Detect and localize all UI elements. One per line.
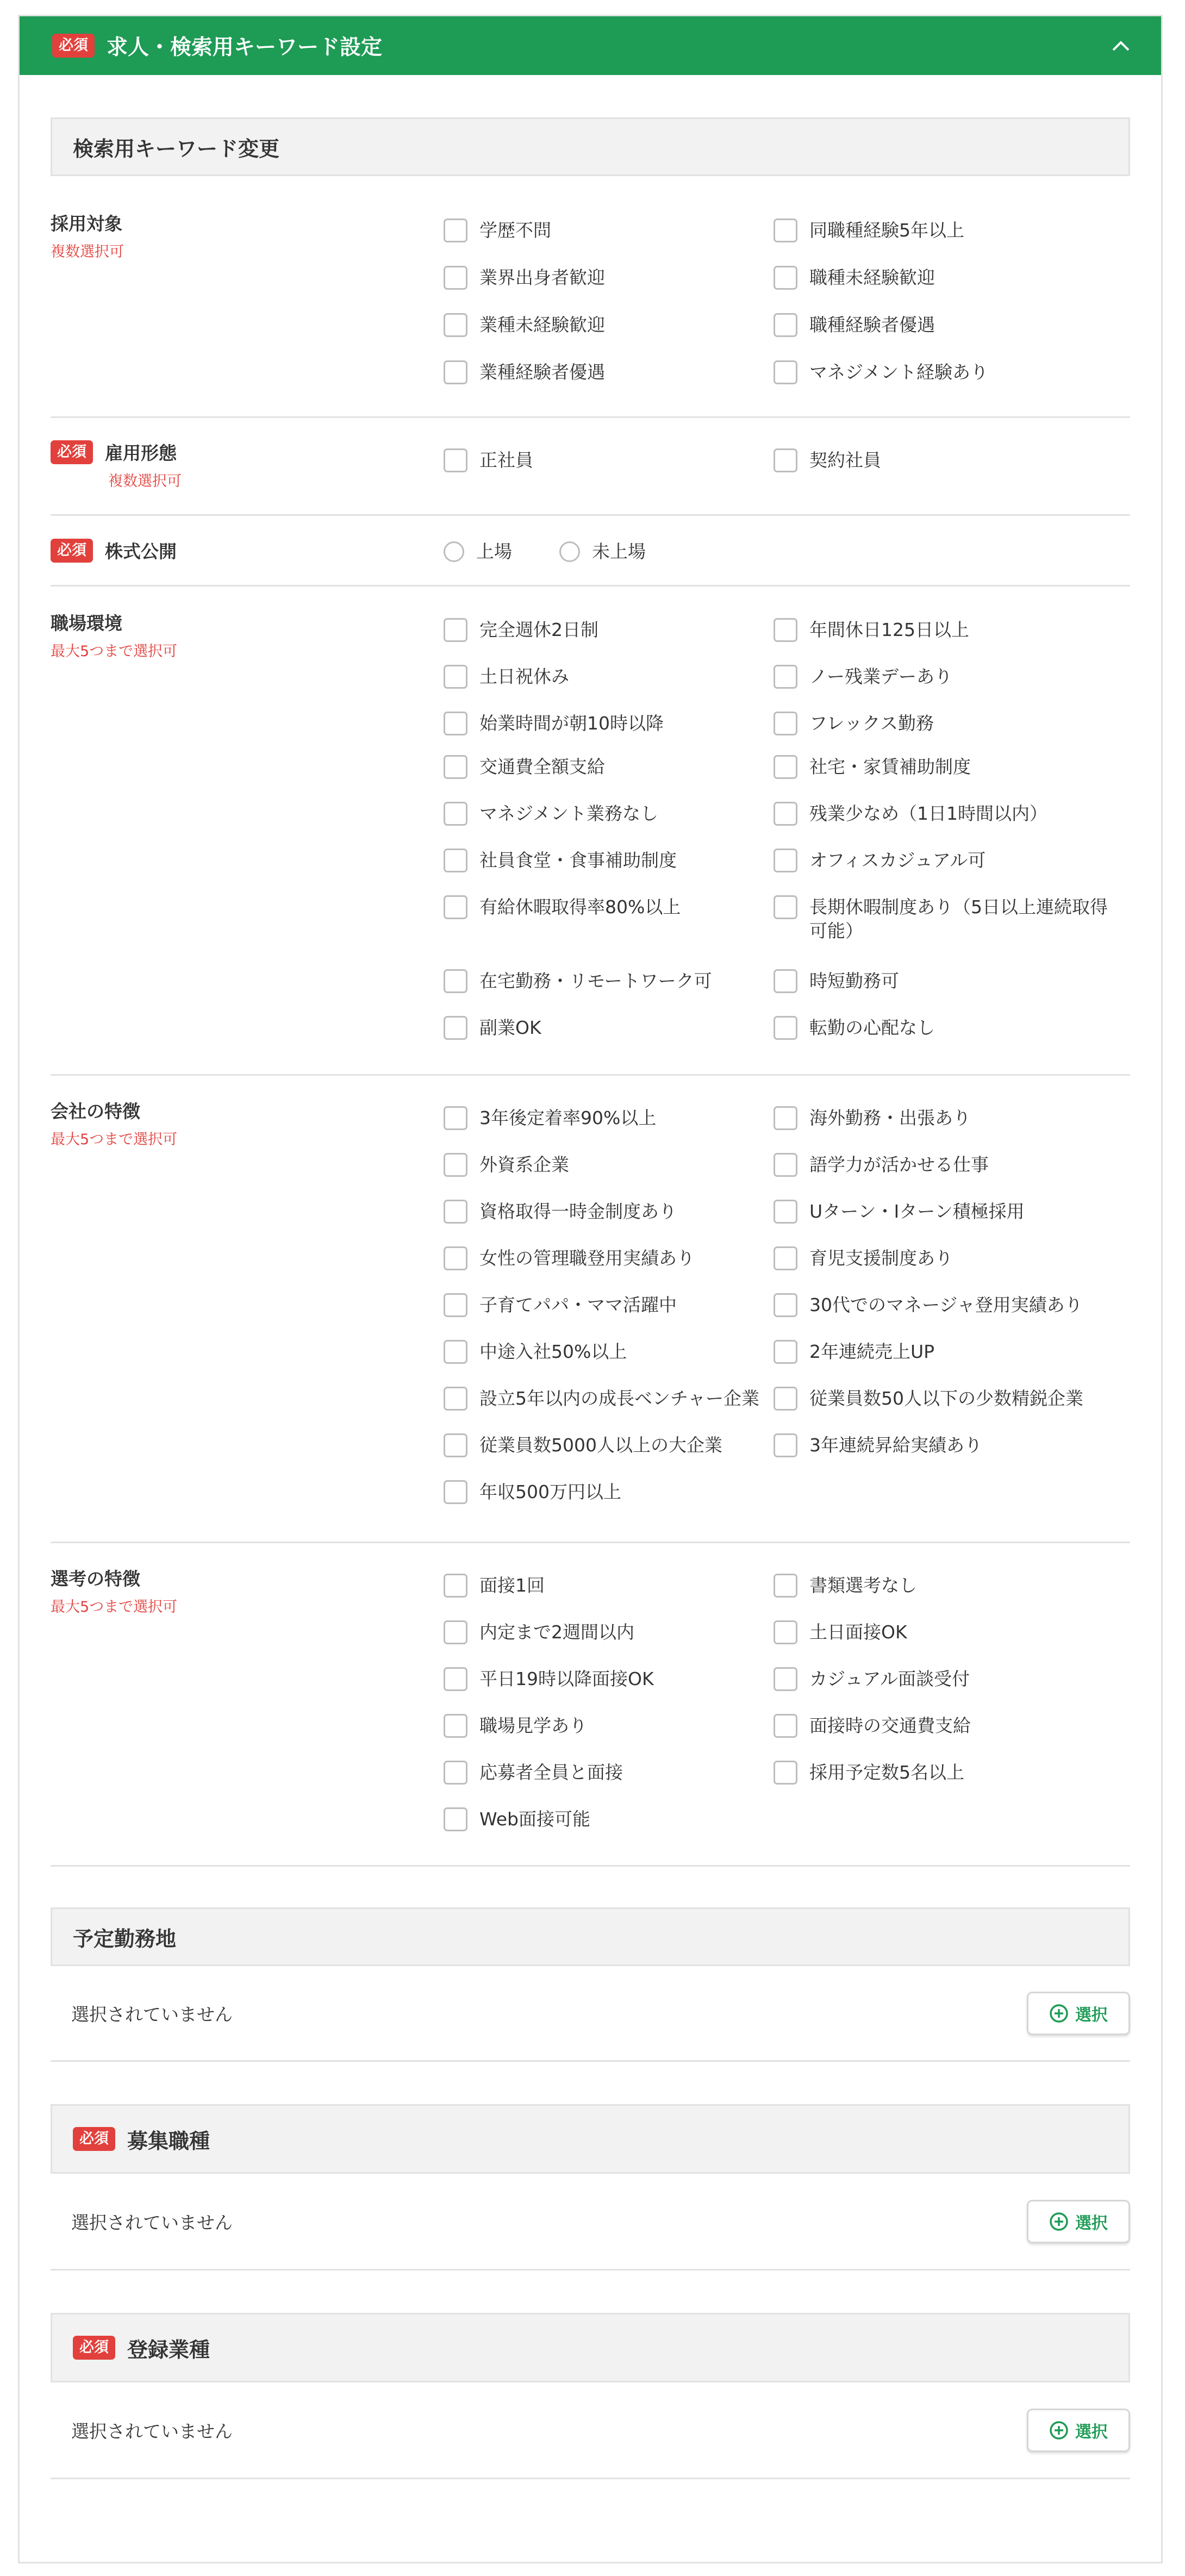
listing-option[interactable]: [559, 540, 646, 564]
company-option-label: 外資系企業: [479, 1154, 569, 1175]
target-option-label: 同職種経験5年以上: [809, 220, 964, 241]
checkbox[interactable]: [774, 1574, 797, 1598]
workplace-option[interactable]: [774, 755, 1111, 779]
company-option[interactable]: [444, 1153, 764, 1177]
selection-option[interactable]: [444, 1620, 764, 1644]
checkbox[interactable]: [444, 969, 467, 993]
checkbox[interactable]: [774, 448, 797, 472]
workplace-option-label: フレックス勤務: [809, 713, 934, 734]
selection-option-label: 応募者全員と面接: [479, 1762, 623, 1783]
industry-section-header: [51, 2313, 1130, 2382]
workplace-option[interactable]: [444, 712, 764, 735]
checkbox[interactable]: [444, 1340, 467, 1364]
checkbox[interactable]: [444, 313, 467, 337]
workplace-option[interactable]: [774, 895, 1111, 943]
group-company-note: 最大5つまで選択可: [51, 1131, 178, 1148]
checkbox[interactable]: [774, 1433, 797, 1457]
group-selection: [51, 1543, 1130, 1867]
workplace-option[interactable]: [774, 1016, 1111, 1040]
workplace-option-label: 年間休日125日以上: [809, 619, 969, 640]
target-option-label: 職種経験者優遇: [809, 314, 935, 335]
required-badge: 必須: [51, 539, 93, 563]
checkbox[interactable]: [444, 755, 467, 779]
target-option-label: マネジメント経験あり: [809, 361, 989, 383]
company-option[interactable]: [444, 1387, 764, 1411]
target-option[interactable]: [444, 313, 764, 337]
checkbox[interactable]: [444, 1761, 467, 1785]
checkbox[interactable]: [444, 1246, 467, 1270]
selection-option[interactable]: [774, 1714, 1111, 1738]
workplace-option-label: 残業少なめ（1日1時間以内）: [809, 803, 1047, 824]
checkbox[interactable]: [444, 1153, 467, 1177]
workplace-option[interactable]: [774, 618, 1111, 642]
target-option-label: 業種未経験歓迎: [479, 314, 605, 335]
selection-option-label: 採用予定数5名以上: [809, 1762, 964, 1783]
listing-option-label: 上場: [476, 541, 512, 562]
employment-option[interactable]: [444, 448, 764, 472]
workplace-option-label: 時短勤務可: [809, 970, 899, 991]
target-option[interactable]: [444, 360, 764, 384]
checkbox[interactable]: [444, 712, 467, 735]
checkbox[interactable]: [774, 1106, 797, 1130]
checkbox[interactable]: [774, 1387, 797, 1411]
selection-option[interactable]: [444, 1574, 764, 1598]
company-option-label: 3年後定着率90%以上: [479, 1107, 657, 1128]
radio-button[interactable]: [444, 541, 464, 562]
selection-option-label: Web面接可能: [479, 1808, 590, 1830]
location-section-header: [51, 1907, 1130, 1966]
workplace-option[interactable]: [774, 802, 1111, 826]
job-type-select-label: 選択: [1075, 2213, 1108, 2233]
selection-option-label: 内定まで2週間以内: [479, 1621, 634, 1643]
selection-option-label: 書類選考なし: [809, 1575, 917, 1596]
target-option[interactable]: [774, 266, 1111, 290]
plus-circle-icon: [1049, 2212, 1069, 2231]
company-option-label: 3年連続昇給実績あり: [809, 1434, 982, 1456]
group-company-label: 会社の特徴: [51, 1101, 140, 1122]
company-option-label: 設立5年以内の成長ベンチャー企業: [479, 1388, 760, 1409]
selection-option-label: 面接1回: [479, 1575, 545, 1596]
company-option-label: 資格取得一時金制度あり: [479, 1201, 677, 1222]
workplace-option[interactable]: [444, 1016, 764, 1040]
workplace-option[interactable]: [444, 755, 764, 779]
listing-option-label: 未上場: [592, 541, 646, 562]
job-type-empty-text: 選択されていません: [71, 2212, 233, 2233]
job-type-section-header: [51, 2104, 1130, 2174]
workplace-option[interactable]: [444, 849, 764, 872]
selection-option[interactable]: [444, 1714, 764, 1738]
selection-option-label: 面接時の交通費支給: [809, 1715, 971, 1736]
checkbox[interactable]: [444, 266, 467, 290]
workplace-option[interactable]: [444, 802, 764, 826]
industry-section-title: 登録業種: [127, 2337, 210, 2362]
checkbox[interactable]: [774, 1293, 797, 1317]
group-target-label: 採用対象: [51, 213, 122, 234]
checkbox[interactable]: [774, 1620, 797, 1644]
checkbox[interactable]: [444, 1106, 467, 1130]
checkbox[interactable]: [444, 1433, 467, 1457]
company-option[interactable]: [444, 1106, 764, 1130]
group-selection-note: 最大5つまで選択可: [51, 1599, 178, 1616]
plus-circle-icon: [1049, 2421, 1069, 2440]
checkbox[interactable]: [444, 1293, 467, 1317]
required-badge: 必須: [51, 440, 93, 464]
radio-button[interactable]: [559, 541, 580, 562]
checkbox[interactable]: [444, 360, 467, 384]
target-option-label: 業種経験者優遇: [479, 361, 605, 383]
panel-title: 求人・検索用キーワード設定: [107, 35, 383, 60]
workplace-option-label: ノー残業デーあり: [809, 666, 953, 687]
target-option[interactable]: [444, 219, 764, 242]
company-option-label: 従業員数5000人以上の大企業: [479, 1434, 722, 1456]
location-selection-row: [51, 1966, 1130, 2062]
workplace-option-label: 有給休暇取得率80%以上: [479, 896, 681, 918]
selection-option[interactable]: [444, 1807, 764, 1831]
checkbox[interactable]: [774, 712, 797, 735]
checkbox[interactable]: [774, 1153, 797, 1177]
group-company-label-block: [51, 1097, 177, 1149]
company-option[interactable]: [774, 1200, 1111, 1224]
checkbox[interactable]: [444, 895, 467, 919]
group-target: [51, 176, 1130, 418]
checkbox[interactable]: [774, 1714, 797, 1738]
chevron-up-icon[interactable]: [1107, 32, 1135, 60]
checkbox[interactable]: [444, 1016, 467, 1040]
checkbox[interactable]: [444, 618, 467, 642]
workplace-option[interactable]: [444, 665, 764, 689]
checkbox[interactable]: [444, 1807, 467, 1831]
group-target-label-block: [51, 210, 124, 261]
checkbox[interactable]: [774, 313, 797, 337]
checkbox[interactable]: [444, 1714, 467, 1738]
checkbox[interactable]: [774, 969, 797, 993]
company-option-label: Uターン・Iターン積極採用: [809, 1201, 1025, 1222]
selection-option-label: 土日面接OK: [809, 1621, 907, 1643]
target-option[interactable]: [774, 360, 1111, 384]
company-option-label: 従業員数50人以下の少数精鋭企業: [809, 1388, 1083, 1409]
checkbox[interactable]: [444, 1667, 467, 1691]
workplace-option-label: 社員食堂・食事補助制度: [479, 850, 677, 871]
job-keyword-settings-card: [18, 15, 1163, 2563]
checkbox[interactable]: [774, 1246, 797, 1270]
group-listing-label: 株式公開: [105, 541, 177, 562]
workplace-option[interactable]: [444, 618, 764, 642]
group-employment-note: 複数選択可: [108, 473, 182, 490]
industry-selection-row: [51, 2382, 1130, 2479]
selection-option[interactable]: [774, 1667, 1111, 1691]
selection-option-label: 平日19時以降面接OK: [479, 1668, 654, 1689]
group-workplace-label-block: [51, 609, 177, 660]
checkbox[interactable]: [774, 618, 797, 642]
target-option-label: 学歴不問: [479, 220, 551, 241]
company-option-label: 年収500万円以上: [479, 1481, 621, 1502]
plus-circle-icon: [1049, 2004, 1069, 2023]
workplace-option-label: 始業時間が朝10時以降: [479, 713, 664, 734]
checkbox[interactable]: [444, 802, 467, 826]
panel-body: [20, 117, 1161, 2479]
group-employment-label: 雇用形態: [105, 442, 177, 464]
company-option[interactable]: [774, 1340, 1111, 1364]
workplace-option[interactable]: [774, 665, 1111, 689]
checkbox[interactable]: [444, 849, 467, 872]
workplace-option[interactable]: [774, 969, 1111, 993]
selection-option[interactable]: [774, 1761, 1111, 1785]
listing-option[interactable]: [444, 540, 512, 564]
company-option-label: 30代でのマネージャ登用実績あり: [809, 1294, 1083, 1315]
workplace-option-label: 転勤の心配なし: [809, 1017, 935, 1038]
workplace-option[interactable]: [444, 895, 764, 919]
workplace-option-label: 完全週休2日制: [479, 619, 598, 640]
workplace-option-label: 副業OK: [479, 1017, 541, 1038]
location-section-title: 予定勤務地: [73, 1926, 177, 1951]
keyword-section-header: [51, 117, 1130, 176]
company-option[interactable]: [774, 1106, 1111, 1130]
workplace-option[interactable]: [774, 849, 1111, 872]
checkbox[interactable]: [444, 665, 467, 689]
group-workplace-note: 最大5つまで選択可: [51, 643, 178, 660]
company-option[interactable]: [774, 1293, 1111, 1317]
workplace-option-label: 土日祝休み: [479, 666, 569, 687]
job-type-select-button[interactable]: [1027, 2200, 1130, 2243]
group-selection-label-block: [51, 1565, 177, 1616]
company-option[interactable]: [444, 1340, 764, 1364]
employment-option-label: 契約社員: [809, 450, 881, 471]
company-option-label: 子育てパパ・ママ活躍中: [479, 1294, 677, 1315]
location-select-label: 選択: [1075, 2005, 1108, 2025]
checkbox[interactable]: [444, 1480, 467, 1504]
checkbox[interactable]: [444, 219, 467, 242]
checkbox[interactable]: [444, 1387, 467, 1411]
selection-option[interactable]: [774, 1620, 1111, 1644]
checkbox[interactable]: [774, 1761, 797, 1785]
selection-option[interactable]: [774, 1574, 1111, 1598]
workplace-option-label: オフィスカジュアル可: [809, 850, 986, 871]
company-option[interactable]: [444, 1293, 764, 1317]
checkbox[interactable]: [774, 849, 797, 872]
target-option[interactable]: [774, 219, 1111, 242]
company-option[interactable]: [444, 1433, 764, 1457]
company-option-label: 女性の管理職登用実績あり: [479, 1248, 695, 1269]
group-listing-label-block: [51, 538, 177, 563]
selection-option-label: 職場見学あり: [479, 1715, 587, 1736]
selection-option[interactable]: [444, 1667, 764, 1691]
group-employment: [51, 418, 1130, 516]
checkbox[interactable]: [774, 1200, 797, 1224]
job-type-section-title: 募集職種: [127, 2129, 210, 2153]
workplace-option-label: 長期休暇制度あり（5日以上連続取得可能）: [809, 896, 1108, 941]
company-option-label: 海外勤務・出張あり: [809, 1107, 971, 1128]
checkbox[interactable]: [774, 1016, 797, 1040]
industry-empty-text: 選択されていません: [71, 2421, 233, 2442]
industry-select-button[interactable]: [1027, 2409, 1130, 2452]
checkbox[interactable]: [444, 448, 467, 472]
group-listing: [51, 516, 1130, 587]
panel-header[interactable]: [20, 16, 1161, 75]
employment-option[interactable]: [774, 448, 1111, 472]
checkbox[interactable]: [444, 1200, 467, 1224]
keyword-section-title: 検索用キーワード変更: [73, 136, 280, 161]
company-option-label: 2年連続売上UP: [809, 1341, 935, 1362]
checkbox[interactable]: [774, 895, 797, 919]
checkbox[interactable]: [774, 755, 797, 779]
required-badge: 必須: [52, 34, 95, 58]
workplace-option[interactable]: [444, 969, 764, 993]
group-target-note: 複数選択可: [51, 244, 124, 260]
company-option[interactable]: [774, 1387, 1111, 1411]
workplace-option-label: 社宅・家賃補助制度: [809, 756, 971, 777]
company-option-label: 育児支援制度あり: [809, 1248, 953, 1269]
company-option[interactable]: [444, 1200, 764, 1224]
checkbox[interactable]: [774, 802, 797, 826]
checkbox[interactable]: [774, 219, 797, 242]
checkbox[interactable]: [774, 360, 797, 384]
target-option[interactable]: [774, 313, 1111, 337]
company-option[interactable]: [774, 1153, 1111, 1177]
location-empty-text: 選択されていません: [71, 2004, 233, 2025]
industry-select-label: 選択: [1075, 2422, 1108, 2442]
target-option-label: 業界出身者歓迎: [479, 267, 605, 288]
checkbox[interactable]: [774, 1340, 797, 1364]
required-badge: 必須: [73, 2336, 115, 2360]
company-option[interactable]: [444, 1246, 764, 1270]
group-selection-label: 選考の特徴: [51, 1568, 140, 1589]
selection-option-label: カジュアル面談受付: [809, 1668, 970, 1689]
checkbox[interactable]: [774, 1667, 797, 1691]
checkbox[interactable]: [774, 266, 797, 290]
company-option[interactable]: [774, 1433, 1111, 1457]
workplace-option-label: 交通費全額支給: [479, 756, 605, 777]
company-option[interactable]: [774, 1246, 1111, 1270]
target-option[interactable]: [444, 266, 764, 290]
selection-option[interactable]: [444, 1761, 764, 1785]
checkbox[interactable]: [444, 1574, 467, 1598]
required-badge: 必須: [73, 2127, 115, 2151]
workplace-option-label: 在宅勤務・リモートワーク可: [479, 970, 712, 991]
job-type-selection-row: [51, 2174, 1130, 2271]
checkbox[interactable]: [444, 1620, 467, 1644]
workplace-option[interactable]: [774, 712, 1111, 735]
checkbox[interactable]: [774, 665, 797, 689]
company-option-label: 中途入社50%以上: [479, 1341, 627, 1362]
workplace-option-label: マネジメント業務なし: [479, 803, 659, 824]
employment-option-label: 正社員: [479, 450, 533, 471]
group-employment-label-block: [51, 439, 182, 490]
company-option[interactable]: [444, 1480, 764, 1504]
company-option-label: 語学力が活かせる仕事: [809, 1154, 989, 1175]
group-workplace-label: 職場環境: [51, 613, 122, 634]
group-workplace: [51, 587, 1130, 1076]
target-option-label: 職種未経験歓迎: [809, 267, 935, 288]
group-company: [51, 1076, 1130, 1543]
location-select-button[interactable]: [1027, 1992, 1130, 2035]
